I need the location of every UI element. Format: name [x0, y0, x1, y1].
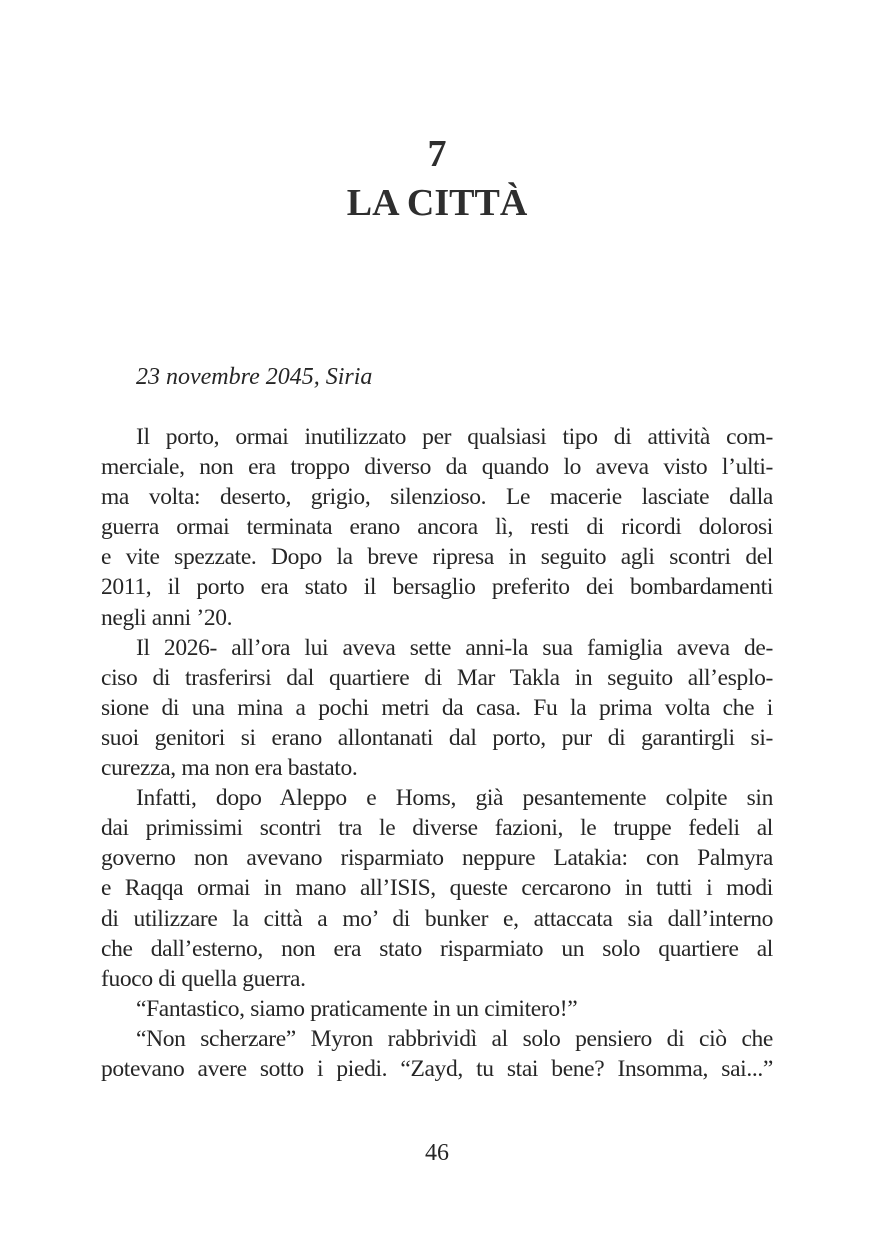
text-line: suoi genitori si erano allontanati dal porto, pur di garantirgli si-	[101, 724, 773, 751]
text-line: e Raqqa ormai in mano all’ISIS, queste cercarono in tutti i modi	[101, 875, 773, 902]
chapter-number: 7	[427, 133, 447, 175]
text-line: di utilizzare la città a mo’ di bunker e, attaccata sia dall’interno	[101, 905, 773, 932]
paragraph	[101, 783, 773, 994]
text-line: “Non scherzare” Myron rabbrividì al solo pensiero di ciò che	[136, 1025, 773, 1052]
text-line: Il porto, ormai inutilizzato per qualsiasi tipo di attività com-	[136, 424, 773, 450]
page-number: 46	[425, 1140, 449, 1166]
text-line: potevano avere sotto i piedi. “Zayd, tu stai bene? Insomma, sai...”	[101, 1055, 773, 1082]
paragraph	[101, 633, 773, 783]
text-line: guerra ormai terminata erano ancora lì, resti di ricordi dolorosi	[101, 514, 773, 541]
text-line: ma volta: deserto, grigio, silenzioso. Le macerie lasciate dalla	[101, 484, 773, 511]
text-line: curezza, ma non era bastato.	[101, 755, 358, 782]
paragraph	[101, 994, 773, 1024]
text-line: che dall’esterno, non era stato risparmiato un solo quartiere al	[101, 935, 773, 962]
text-line: sione di una mina a pochi metri da casa. Fu la prima volta che i	[101, 694, 773, 721]
chapter-title: LA CITTÀ	[346, 182, 528, 224]
paragraph	[101, 422, 773, 633]
text-line: governo non avevano risparmiato neppure Latakia: con Palmyra	[101, 845, 773, 872]
text-line: negli anni ’20.	[101, 604, 233, 631]
text-line: dai primissimi scontri tra le diverse fazioni, le truppe fedeli al	[101, 815, 773, 842]
text-line: ciso di trasferirsi dal quartiere di Mar Takla in seguito all’esplo-	[101, 664, 773, 691]
paragraph	[101, 1024, 773, 1084]
body-text	[101, 422, 773, 1084]
text-line: Il 2026- all’ora lui aveva sette anni-la sua famiglia aveva de-	[136, 634, 773, 661]
text-line: “Fantastico, siamo praticamente in un cimitero!”	[136, 995, 578, 1022]
dateline: 23 novembre 2045, Siria	[136, 364, 373, 390]
text-line: fuoco di quella guerra.	[101, 965, 306, 992]
text-line: 2011, il porto era stato il bersaglio preferito dei bombardamenti	[101, 574, 773, 601]
text-line: merciale, non era troppo diverso da quando lo aveva visto l’ulti-	[101, 454, 773, 481]
text-line: Infatti, dopo Aleppo e Homs, già pesantemente colpite sin	[136, 785, 773, 812]
text-line: e vite spezzate. Dopo la breve ripresa in seguito agli scontri del	[101, 544, 773, 571]
